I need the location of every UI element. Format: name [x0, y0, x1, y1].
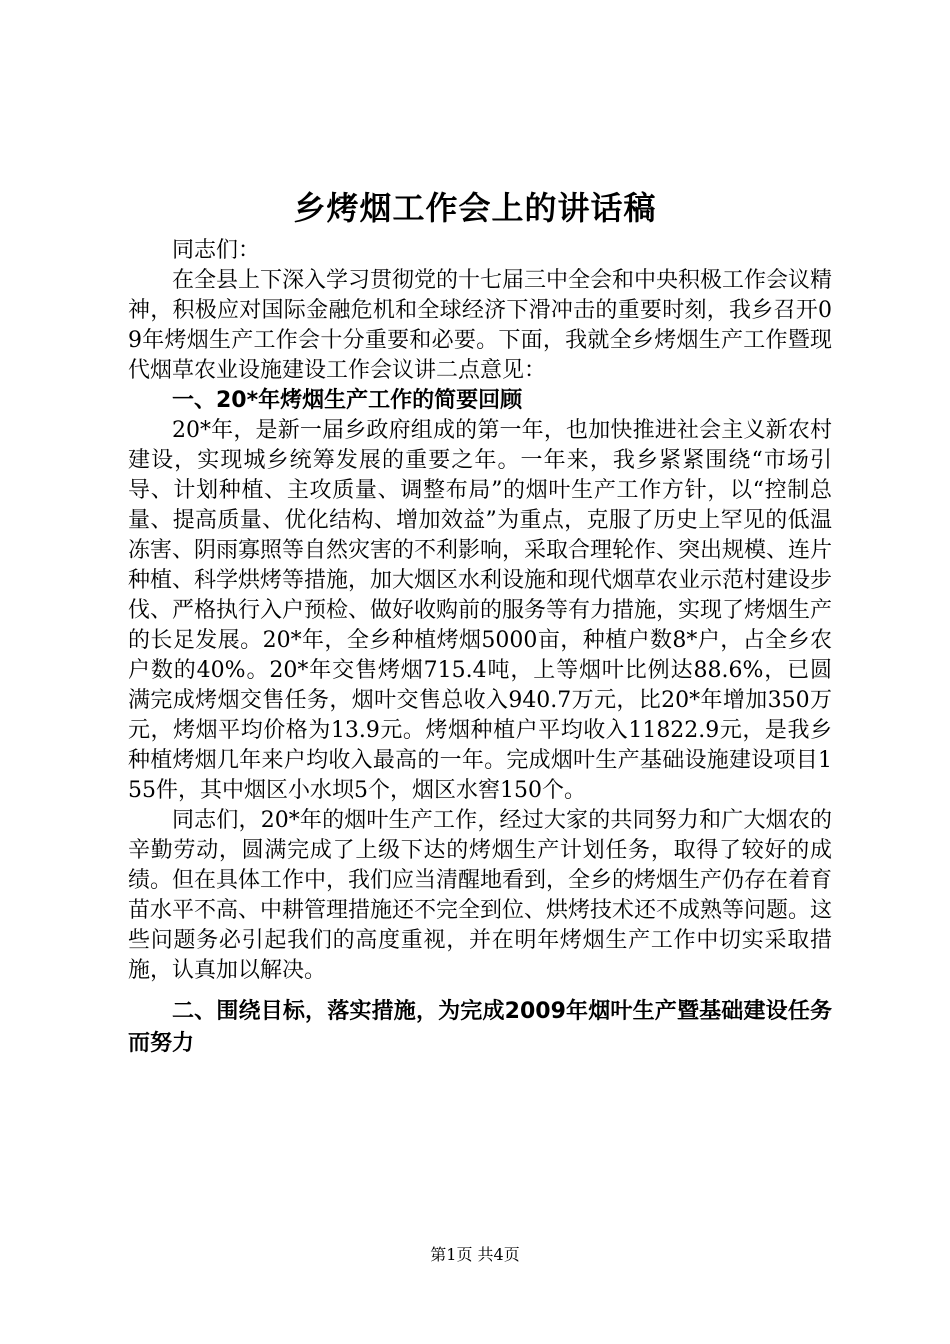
section-2-heading: 二、围绕目标，落实措施，为完成2009年烟叶生产暨基础建设任务而努力 [128, 999, 832, 1056]
document-title: 乡烤烟工作会上的讲话稿 [293, 189, 657, 227]
intro-paragraph: 在全县上下深入学习贯彻党的十七届三中全会和中央积极工作会议精神，积极应对国际金融危机和全球经济下滑冲击的重要时刻，我乡召开09年烤烟生产工作会十分重要和必要。下面，我就全乡烤烟生产工作暨现代烟草农业设施建设工作会议讲二点意见： [128, 268, 833, 383]
section-1-paragraph-2: 同志们，20*年的烟叶生产工作，经过大家的共同努力和广大烟农的辛勤劳动，圆满完成了上级下达的烤烟生产计划任务，取得了较好的成绩。但在具体工作中，我们应当清醒地看到，全乡的烤烟生产仍存在着育苗水平不高、中耕管理措施还不完全到位、烘烤技术还不成熟等问题。这些问题务必引起我们的高度重视，并在明年烤烟生产工作中切实采取措施，认真加以解决。 [128, 808, 833, 983]
page-number-footer: 第1页 共4页 [430, 1245, 520, 1264]
salutation: 同志们： [172, 238, 261, 263]
document-body [128, 236, 832, 1060]
section-1-heading: 一、20*年烤烟生产工作的简要回顾 [172, 388, 523, 413]
section-1-paragraph-1: 20*年，是新一届乡政府组成的第一年，也加快推进社会主义新农村建设，实现城乡统筹发展的重要之年。一年来，我乡紧紧围绕“市场引导、计划种植、主攻质量、调整布局”的烟叶生产工作方针，以“控制总量、提高质量、优化结构、增加效益”为重点，克服了历史上罕见的低温冻害、阴雨寡照等自然灾害的不利影响，采取合理轮作、突出规模、连片种植、科学烘烤等措施，加大烟区水利设施和现代烟草农业示范村建设步伐、严格执行入户预检、做好收购前的服务等有力措施，实现了烤烟生产的长足发展。20*年，全乡种植烤烟5000亩，种植户数8*户，占全乡农户数的40%。20*年交售烤烟715.4吨，上等烟叶比例达88.6%，已圆满完成烤烟交售任务，烟叶交售总收入940.7万元，比20*年增加350万元，烤烟平均价格为13.9元。烤烟种植户平均收入11822.9元，是我乡种植烤烟几年来户均收入最高的一年。完成烟叶生产基础设施建设项目155件，其中烟区小水坝5个，烟区水窖150个。 [128, 418, 833, 803]
